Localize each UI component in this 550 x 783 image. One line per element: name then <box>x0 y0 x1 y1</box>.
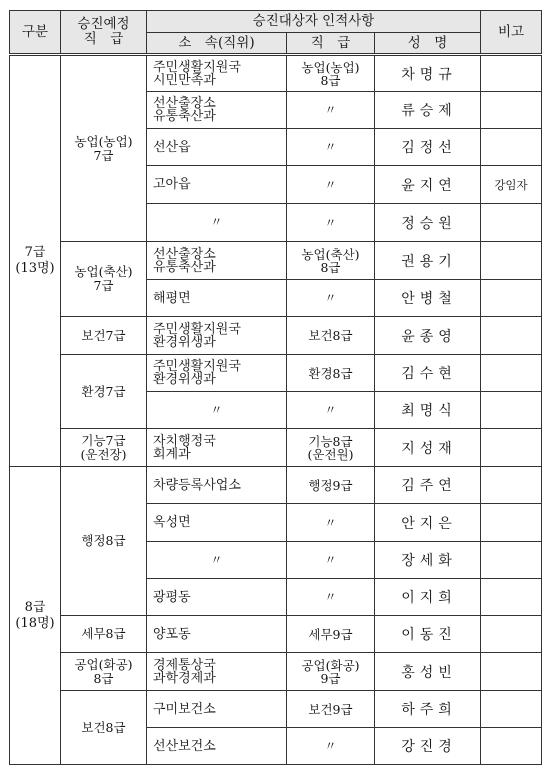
header-gubun: 구분 <box>10 11 61 55</box>
target-grade-line1: 세무8급 <box>81 626 126 641</box>
candidate-name: 류승제 <box>375 92 481 129</box>
target-grade-line1: 기능7급 <box>81 432 126 448</box>
header-target-grade-line2: 직 급 <box>83 31 124 47</box>
department-line1: 광평동 <box>153 589 191 605</box>
rank-cell <box>287 355 375 392</box>
note-cell <box>481 317 542 355</box>
department-cell <box>147 242 287 280</box>
candidate-name: 강진경 <box>375 728 481 765</box>
department-cell <box>147 467 287 504</box>
group-count: (13명) <box>15 261 55 276</box>
department-line1: 고아읍 <box>153 177 191 192</box>
table-row <box>10 317 542 355</box>
table-row <box>10 616 542 653</box>
target-grade-cell <box>61 467 147 616</box>
group-label: 7급 <box>24 245 46 260</box>
target-grade-cell <box>61 355 147 429</box>
rank-line1: 기능8급 <box>308 433 353 449</box>
rank-line2: 8급 <box>320 72 341 88</box>
table-body <box>10 55 542 765</box>
note-cell <box>481 653 542 691</box>
candidate-name: 지성재 <box>375 429 481 467</box>
department-cell <box>147 129 287 166</box>
rank-cell <box>287 616 375 653</box>
rank-line1: 공업(화공) <box>301 657 360 673</box>
target-grade-line2: 7급 <box>93 147 114 163</box>
department-cell <box>147 392 287 429</box>
department-cell <box>147 504 287 542</box>
department-cell <box>147 429 287 467</box>
promotion-candidate-table <box>9 10 542 765</box>
header-target-grade <box>61 11 147 55</box>
department-cell <box>147 728 287 765</box>
candidate-name: 최명식 <box>375 392 481 429</box>
department-cell <box>147 616 287 653</box>
note-cell <box>481 542 542 579</box>
note-cell <box>481 504 542 542</box>
group-cell <box>10 55 61 467</box>
rank-line1: 〃 <box>324 215 337 230</box>
department-line2: 유통축산과 <box>153 259 216 275</box>
candidate-name: 윤지연 <box>375 166 481 204</box>
rank-cell <box>287 280 375 317</box>
candidate-name: 김주연 <box>375 467 481 504</box>
target-grade-line1: 보건7급 <box>81 327 126 343</box>
table-row <box>10 653 542 691</box>
department-line1: 자치행정국 <box>153 433 216 449</box>
department-line1: 주민생활지원국 <box>153 59 241 75</box>
note-cell <box>481 691 542 728</box>
rank-cell <box>287 242 375 280</box>
rank-line1: 세무9급 <box>308 626 353 642</box>
candidate-name: 이동진 <box>375 616 481 653</box>
target-grade-cell <box>61 429 147 467</box>
rank-cell <box>287 429 375 467</box>
rank-line1: 〃 <box>324 140 337 154</box>
candidate-name: 안병철 <box>375 280 481 317</box>
target-grade-cell <box>61 691 147 765</box>
table-row <box>10 355 542 392</box>
rank-line1: 행정9급 <box>308 477 353 493</box>
header-note: 비고 <box>481 11 542 55</box>
rank-line1: 농업(축산) <box>301 246 360 262</box>
target-grade-cell <box>61 616 147 653</box>
rank-line1: 〃 <box>324 590 337 604</box>
rank-line1: 환경8급 <box>308 365 353 381</box>
header-rank: 직 급 <box>287 33 375 55</box>
header-name: 성 명 <box>375 33 481 55</box>
note-cell <box>481 579 542 616</box>
rank-line1: 〃 <box>324 177 337 192</box>
department-line1: 선산출장소 <box>153 96 216 111</box>
department-line1: 경제통상국 <box>153 657 216 673</box>
rank-cell <box>287 728 375 765</box>
rank-cell <box>287 467 375 504</box>
department-line2: 유통축산과 <box>153 109 216 124</box>
department-line2: 환경위생과 <box>153 372 216 387</box>
department-cell <box>147 691 287 728</box>
table-row <box>10 429 542 467</box>
candidate-name: 홍성빈 <box>375 653 481 691</box>
department-line1: 양포동 <box>153 626 191 642</box>
target-grade-line1: 환경7급 <box>81 383 126 399</box>
target-grade-cell <box>61 317 147 355</box>
department-line1: 선산읍 <box>153 139 191 155</box>
department-cell <box>147 653 287 691</box>
department-line1: 구미보건소 <box>153 701 216 717</box>
candidate-name: 하주희 <box>375 691 481 728</box>
group-label: 8급 <box>24 599 46 615</box>
rank-cell <box>287 317 375 355</box>
rank-line2: 8급 <box>320 259 341 275</box>
note-cell <box>481 392 542 429</box>
target-grade-line2: 7급 <box>93 278 114 293</box>
table-row <box>10 242 542 280</box>
rank-line1: 〃 <box>324 403 337 417</box>
candidate-name: 장세화 <box>375 542 481 579</box>
target-grade-cell <box>61 653 147 691</box>
rank-cell <box>287 504 375 542</box>
note-cell <box>481 728 542 765</box>
rank-cell <box>287 579 375 616</box>
candidate-name: 정승원 <box>375 204 481 242</box>
group-cell <box>10 467 61 765</box>
note-cell <box>481 242 542 280</box>
rank-line2: 9급 <box>320 670 341 686</box>
header-target-grade-line1: 승진예정 <box>77 16 130 32</box>
target-grade-line1: 행정8급 <box>81 533 126 548</box>
note-cell <box>481 429 542 467</box>
candidate-name: 김수현 <box>375 355 481 392</box>
target-grade-line2: 8급 <box>93 670 114 686</box>
department-line1: 주민생활지원국 <box>153 321 241 337</box>
department-line1: 선산보건소 <box>153 738 216 754</box>
table-row <box>10 691 542 728</box>
rank-line1: 〃 <box>324 553 337 567</box>
department-line2: 시민만족과 <box>153 72 216 88</box>
rank-line1: 〃 <box>324 515 337 530</box>
rank-cell <box>287 129 375 166</box>
rank-cell <box>287 92 375 129</box>
department-line1: 옥성면 <box>153 515 191 530</box>
target-grade-cell <box>61 242 147 317</box>
department-cell <box>147 542 287 579</box>
note-cell <box>481 92 542 129</box>
candidate-name: 차명규 <box>375 55 481 92</box>
department-line1: 선산출장소 <box>153 246 216 262</box>
rank-cell <box>287 204 375 242</box>
target-grade-line1: 보건8급 <box>81 719 126 735</box>
department-cell <box>147 280 287 317</box>
candidate-name: 권용기 <box>375 242 481 280</box>
note-cell <box>481 55 542 92</box>
department-line2: 과학경제과 <box>153 670 216 686</box>
rank-line1: 〃 <box>324 103 337 117</box>
candidate-name: 안지은 <box>375 504 481 542</box>
candidate-name: 김정선 <box>375 129 481 166</box>
target-grade-line1: 농업(농업) <box>74 133 133 149</box>
rank-line2: (운전원) <box>307 446 354 462</box>
rank-line1: 〃 <box>324 739 337 753</box>
note-cell <box>481 204 542 242</box>
department-cell <box>147 317 287 355</box>
candidate-name: 이지희 <box>375 579 481 616</box>
target-grade-line1: 농업(축산) <box>74 264 133 279</box>
header-candidates: 승진대상자 인적사항 <box>147 11 481 33</box>
note-cell <box>481 129 542 166</box>
department-cell <box>147 355 287 392</box>
department-line1: 〃 <box>210 215 223 229</box>
table-row <box>10 55 542 92</box>
department-line1: 해평면 <box>153 290 191 306</box>
note-cell <box>481 467 542 504</box>
rank-cell <box>287 392 375 429</box>
department-line1: 차량등록사업소 <box>153 477 241 493</box>
department-cell <box>147 92 287 129</box>
department-line1: 〃 <box>210 402 223 417</box>
note-cell <box>481 280 542 317</box>
note-cell: 강임자 <box>481 166 542 204</box>
rank-line1: 농업(농업) <box>301 59 360 75</box>
note-cell <box>481 616 542 653</box>
candidate-name: 윤종영 <box>375 317 481 355</box>
header-dept: 소 속(직위) <box>147 33 287 55</box>
rank-line1: 〃 <box>324 291 337 305</box>
target-grade-line1: 공업(화공) <box>74 656 133 672</box>
table-row <box>10 467 542 504</box>
department-cell <box>147 579 287 616</box>
department-line1: 〃 <box>210 552 223 567</box>
rank-line1: 보건9급 <box>308 701 353 717</box>
rank-cell <box>287 653 375 691</box>
department-line2: 환경위생과 <box>153 334 216 350</box>
rank-cell <box>287 166 375 204</box>
target-grade-line2: (운전장) <box>80 446 127 462</box>
rank-line1: 보건8급 <box>308 328 353 343</box>
department-cell <box>147 204 287 242</box>
rank-cell <box>287 55 375 92</box>
department-line2: 회계과 <box>153 446 191 462</box>
note-cell <box>481 355 542 392</box>
rank-cell <box>287 542 375 579</box>
department-cell <box>147 55 287 92</box>
department-cell <box>147 166 287 204</box>
rank-cell <box>287 691 375 728</box>
department-line1: 주민생활지원국 <box>153 359 241 374</box>
group-count: (18명) <box>15 615 55 631</box>
target-grade-cell <box>61 55 147 242</box>
